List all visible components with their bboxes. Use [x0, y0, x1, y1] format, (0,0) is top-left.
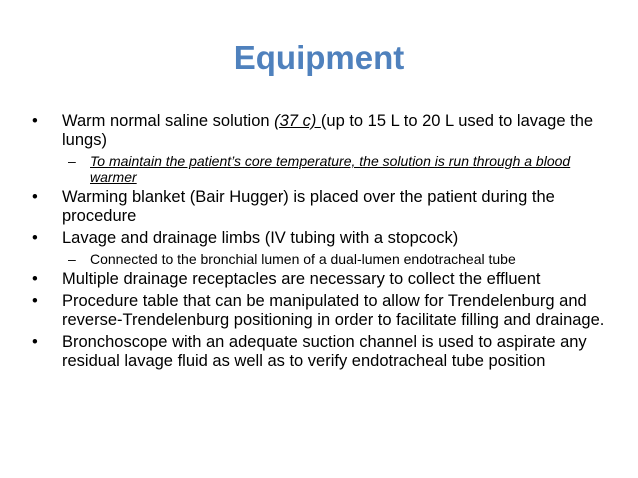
bullet-text: Multiple drainage receptacles are necessary to collect the effluent	[62, 270, 541, 288]
bullet-item-procedure-table	[32, 292, 612, 330]
sub-bullet-bronchial-lumen	[32, 251, 612, 267]
dash-icon: –	[68, 251, 76, 267]
bullet-text: Lavage and drainage limbs (IV tubing with a stopcock)	[62, 229, 459, 247]
bullet-icon: •	[32, 229, 38, 247]
bullet-icon: •	[32, 112, 38, 130]
sub-bullet-blood-warmer	[32, 153, 612, 185]
bullet-item-saline	[32, 112, 612, 150]
bullet-item-drainage-receptacles	[32, 270, 612, 289]
bullet-item-bronchoscope	[32, 333, 612, 371]
dash-icon: –	[68, 153, 76, 169]
sub-bullet-text: To maintain the patient’s core temperature, the solution is run through a blood warmer	[90, 153, 571, 185]
bullet-list	[32, 112, 612, 374]
bullet-text: Warming blanket (Bair Hugger) is placed over the patient during the procedure	[62, 188, 555, 225]
bullet-icon: •	[32, 270, 38, 288]
temperature-emphasis: (37 c)	[274, 112, 321, 130]
bullet-item-warming-blanket	[32, 188, 612, 226]
bullet-text: Warm normal saline solution (37 c) (up to 15 L to 20 L used to lavage the lungs)	[62, 112, 594, 149]
bullet-text: Procedure table that can be manipulated to allow for Trendelenburg and reverse-Trendelenburg positioning in order to facilitate filling and drainage.	[62, 292, 605, 329]
bullet-item-lavage-limbs	[32, 229, 612, 248]
bullet-icon: •	[32, 333, 38, 351]
bullet-icon: •	[32, 292, 38, 310]
bullet-text: Bronchoscope with an adequate suction channel is used to aspirate any residual lavage fluid as well as to verify endotracheal tube position	[62, 333, 587, 370]
sub-bullet-text: Connected to the bronchial lumen of a dual-lumen endotracheal tube	[90, 251, 516, 267]
slide-title: Equipment	[233, 39, 405, 76]
bullet-icon: •	[32, 188, 38, 206]
